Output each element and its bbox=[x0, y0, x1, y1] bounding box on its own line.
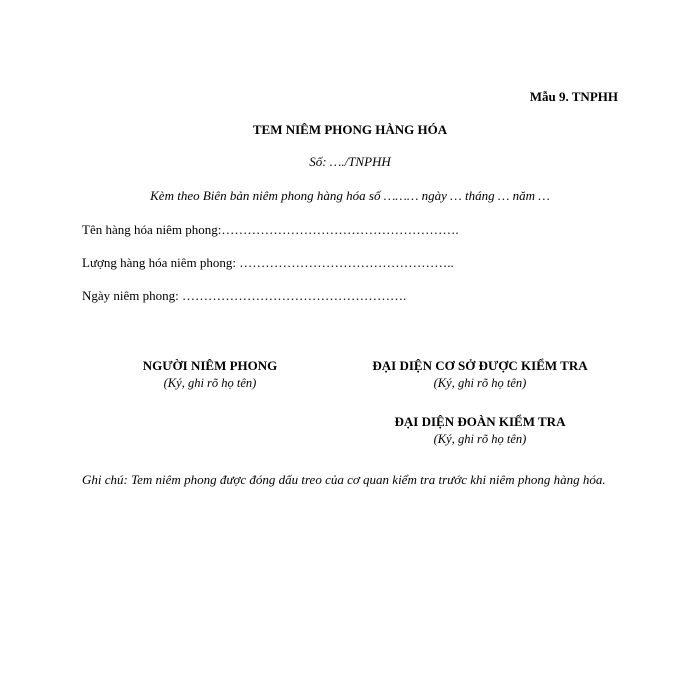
facility-rep-title: ĐẠI DIỆN CƠ SỞ ĐƯỢC KIỂM TRA bbox=[372, 358, 588, 373]
footnote: Ghi chú: Tem niêm phong được đóng dấu treo của cơ quan kiểm tra trước khi niêm phong hàng hóa. bbox=[82, 472, 606, 487]
form-code: Mẫu 9. TNPHH bbox=[529, 89, 618, 104]
document-number: Số: …./TNPHH bbox=[309, 154, 391, 169]
sealer-note: (Ký, ghi rõ họ tên) bbox=[163, 376, 257, 390]
facility-rep-note: (Ký, ghi rõ họ tên) bbox=[433, 376, 527, 390]
attached-reference: Kèm theo Biên bản niêm phong hàng hóa số ……… ngày … tháng … năm … bbox=[150, 188, 550, 203]
seal-date-field: Ngày niêm phong: ……………………………………………. bbox=[82, 288, 407, 303]
sealer-signature-block bbox=[110, 358, 310, 391]
sealer-title: NGƯỜI NIÊM PHONG bbox=[142, 358, 278, 373]
team-rep-signature-block bbox=[340, 414, 620, 447]
team-rep-note: (Ký, ghi rõ họ tên) bbox=[433, 432, 527, 446]
goods-name-field: Tên hàng hóa niêm phong:………………………………………………. bbox=[82, 222, 459, 237]
team-rep-title: ĐẠI DIỆN ĐOÀN KIỂM TRA bbox=[394, 414, 566, 429]
document-title: TEM NIÊM PHONG HÀNG HÓA bbox=[252, 122, 448, 137]
goods-quantity-field: Lượng hàng hóa niêm phong: ………………………………………….. bbox=[82, 255, 454, 270]
facility-rep-signature-block bbox=[340, 358, 620, 391]
